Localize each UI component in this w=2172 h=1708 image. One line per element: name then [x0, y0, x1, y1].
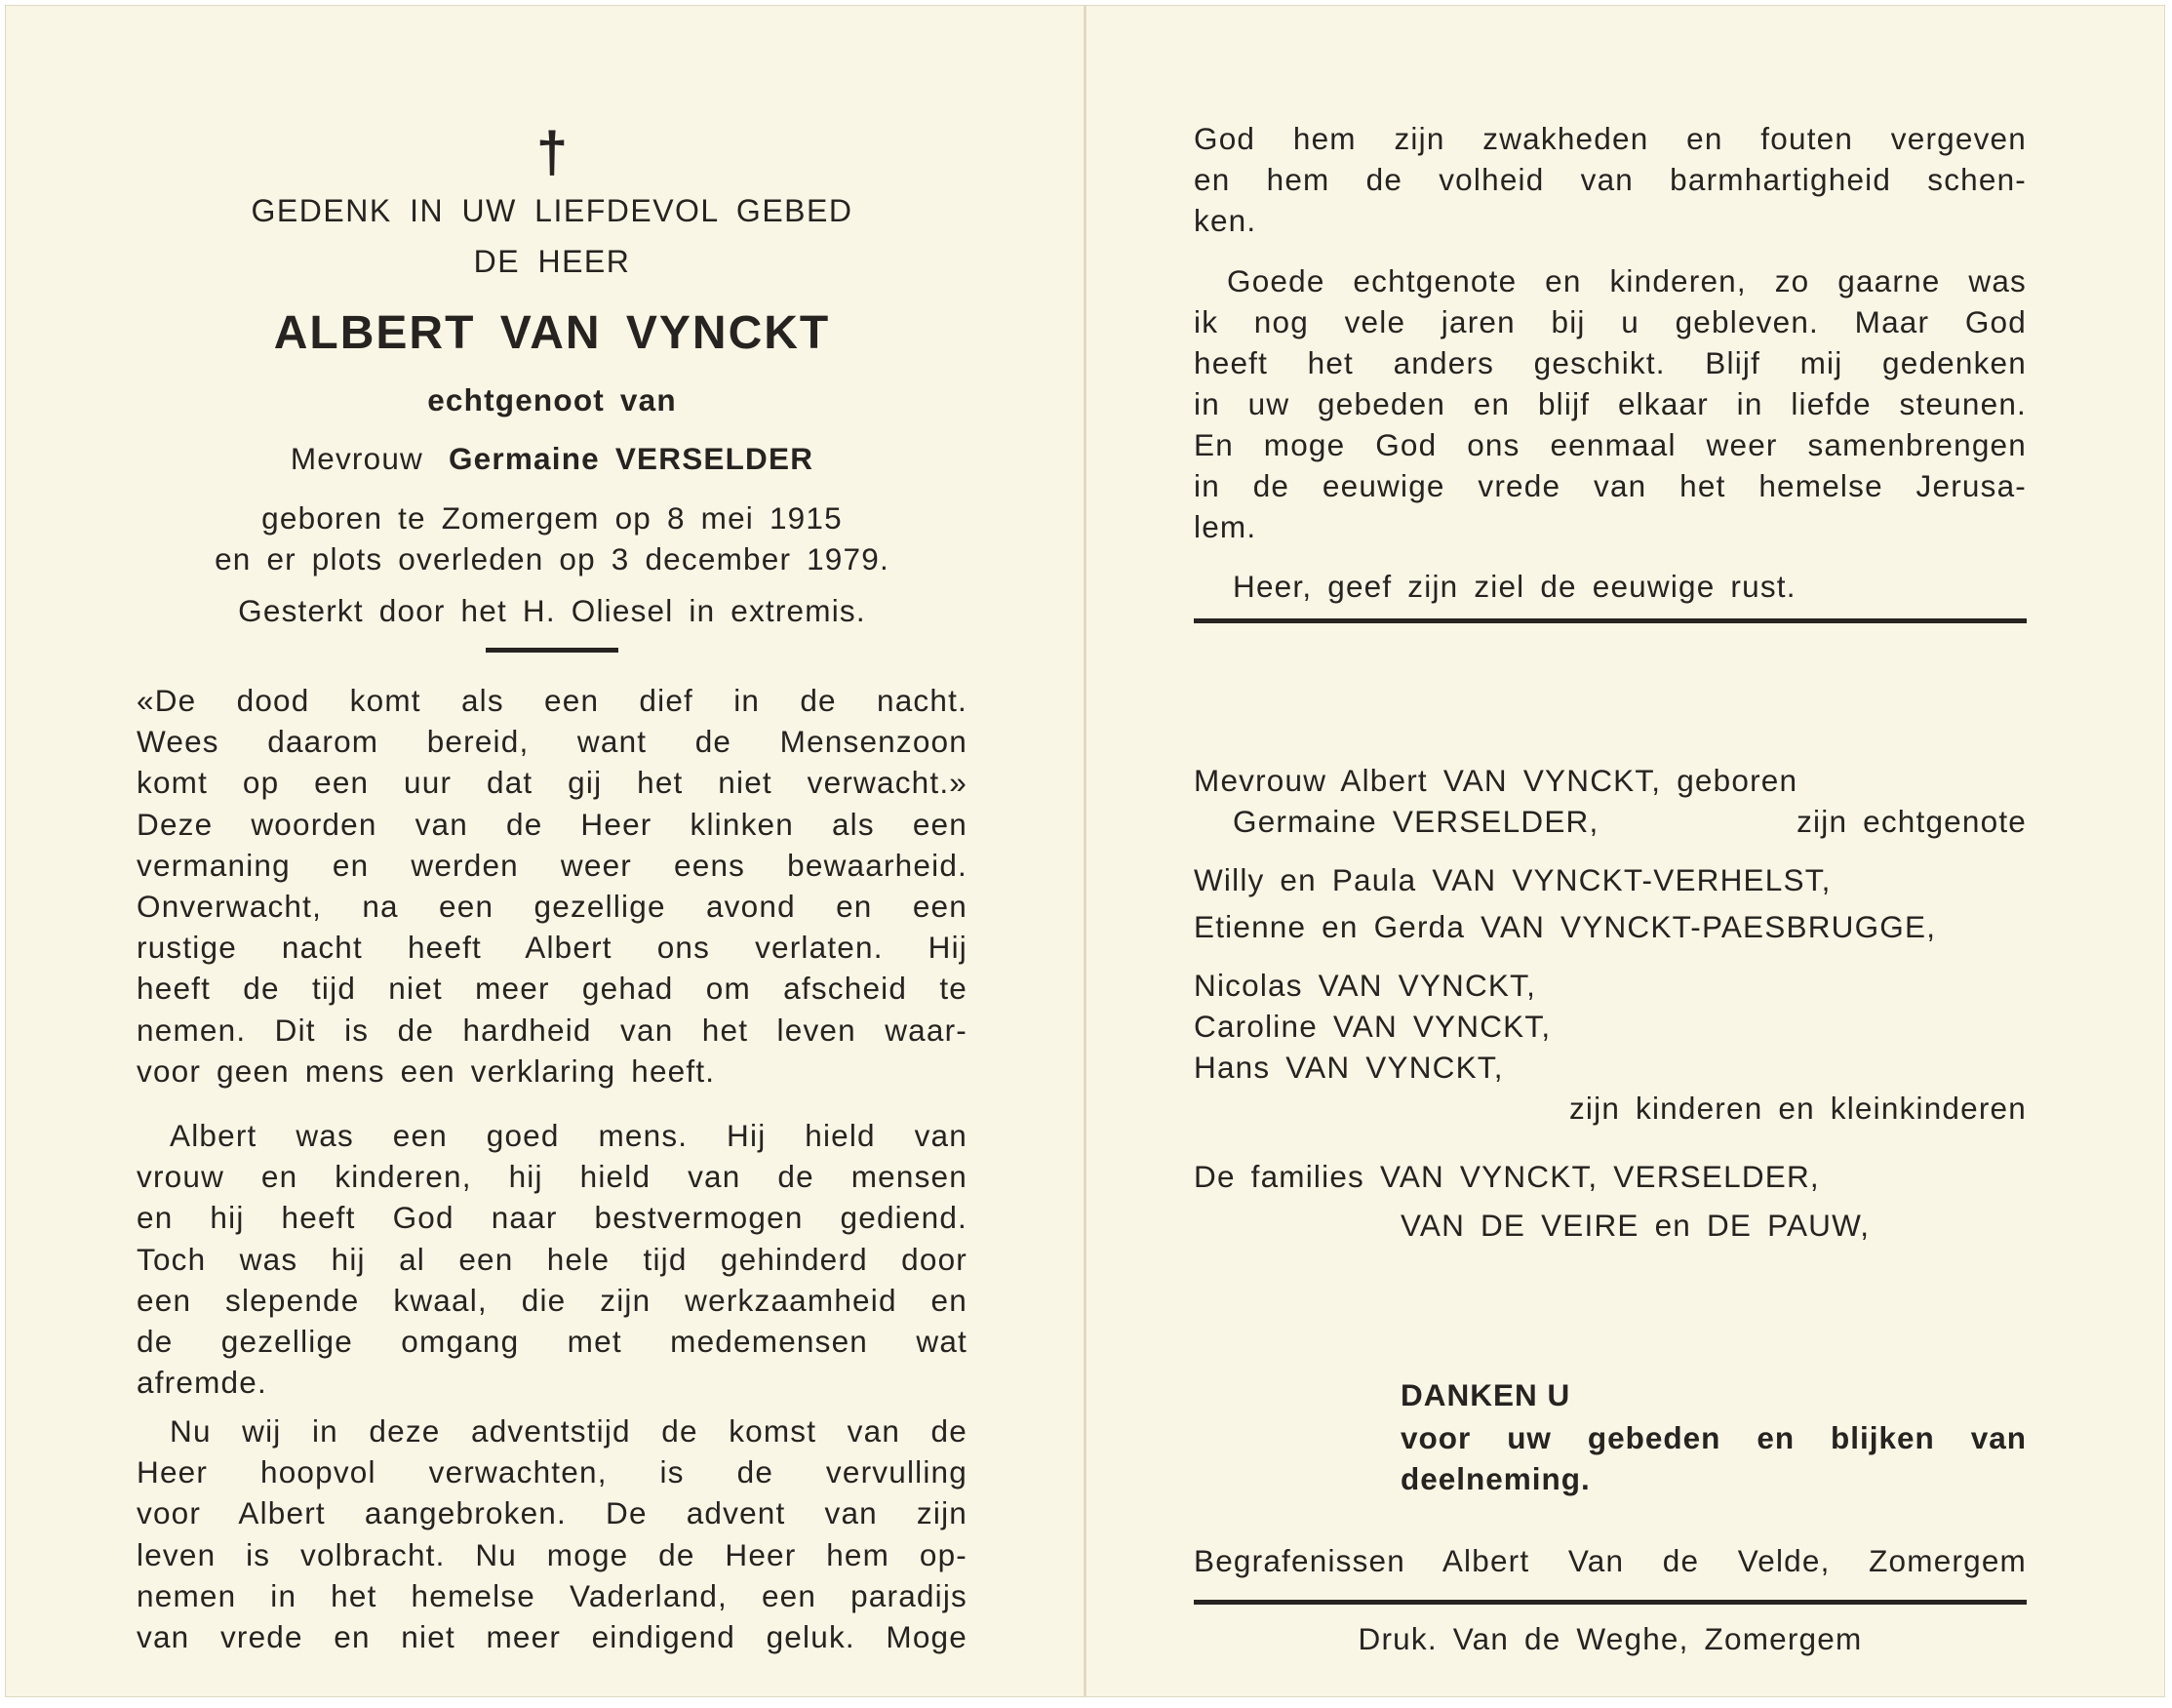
- birth-line: geboren te Zomergem op 8 mei 1915: [261, 500, 843, 536]
- text-line: Deze woorden van de Heer klinken als een: [137, 806, 968, 842]
- printer-line: Druk. Van de Weghe, Zomergem: [1358, 1621, 1863, 1656]
- text-line: leven is volbracht. Nu moge de Heer hem op-: [137, 1536, 968, 1572]
- thanks-line: voor uw gebeden en blijken van: [1401, 1420, 2027, 1455]
- title-line: DE HEER: [473, 244, 631, 279]
- text-line: in de eeuwige vrede van het hemelse Jerusa-: [1194, 468, 2027, 503]
- children-line-1: Willy en Paula VAN VYNCKT-VERHELST,: [1194, 862, 1832, 897]
- widow-role: zijn echtgenote: [1797, 804, 2027, 839]
- text-line: voor geen mens een verklaring heeft.: [137, 1053, 716, 1089]
- spouse-intro: echtgenoot van: [427, 382, 677, 417]
- cross-icon: †: [535, 121, 569, 184]
- text-line: komt op een uur dat gij het niet verwacht.»: [137, 765, 968, 801]
- text-line: Nu wij in deze adventstijd de komst van de: [170, 1413, 968, 1449]
- text-line: lem.: [1194, 509, 1257, 544]
- prayer-line: Heer, geef zijn ziel de eeuwige rust.: [1233, 569, 1797, 604]
- text-line: «De dood komt als een dief in de nacht.: [137, 683, 968, 718]
- spouse-name: Germaine VERSELDER: [448, 441, 814, 476]
- text-line: nemen in het hemelse Vaderland, een paradijs: [137, 1577, 968, 1613]
- widow-name: Germaine VERSELDER,: [1233, 804, 1599, 839]
- text-line: vermaning en werden weer eens bewaarheid.: [137, 847, 968, 883]
- divider: [1194, 1600, 2027, 1605]
- children-role: zijn kinderen en kleinkinderen: [1568, 1091, 2027, 1126]
- text-line: rustige nacht heeft Albert ons verlaten. Hij: [137, 930, 968, 966]
- grandchild-line-1: Nicolas VAN VYNCKT,: [1194, 968, 1537, 1003]
- divider: [486, 648, 618, 653]
- grandchild-line-2: Caroline VAN VYNCKT,: [1194, 1009, 1552, 1044]
- text-line: Toch was hij al een hele tijd gehinderd door: [137, 1241, 968, 1277]
- divider: [1194, 618, 2027, 623]
- spouse-line: [137, 441, 968, 477]
- text-line: vrouw en kinderen, hij hield van de mensen: [137, 1159, 968, 1195]
- text-line: Onverwacht, na een gezellige avond en een: [137, 889, 968, 924]
- deceased-name: ALBERT VAN VYNCKT: [273, 307, 831, 359]
- thanks-heading: DANKEN U: [1401, 1377, 1571, 1412]
- sacrament-line: Gesterkt door het H. Oliesel in extremis.: [238, 593, 866, 628]
- intro-line: GEDENK IN UW LIEFDEVOL GEBED: [251, 193, 853, 228]
- text-line: God hem zijn zwakheden en fouten vergeven: [1194, 121, 2027, 156]
- text-line: heeft het anders geschikt. Blijf mij gedenken: [1194, 345, 2027, 380]
- text-line: in uw gebeden en blijf elkaar in liefde steunen.: [1194, 386, 2027, 421]
- spouse-prefix: Mevrouw: [290, 441, 423, 476]
- text-line: nemen. Dit is de hardheid van het leven waar-: [137, 1012, 968, 1048]
- text-line: een slepende kwaal, die zijn werkzaamheid en: [137, 1282, 968, 1318]
- widow-line: Mevrouw Albert VAN VYNCKT, geboren: [1194, 763, 1798, 798]
- text-line: ik nog vele jaren bij u gebleven. Maar God: [1194, 304, 2027, 339]
- text-line: voor Albert aangebroken. De advent van zijn: [137, 1495, 968, 1531]
- text-line: de gezellige omgang met medemensen wat: [137, 1324, 968, 1359]
- card-fold: [1084, 6, 1086, 1696]
- text-line: en hij heeft God naar bestvermogen gediend.: [137, 1200, 968, 1236]
- thanks-line-end: deelneming.: [1401, 1461, 1591, 1496]
- undertaker-line: Begrafenissen Albert Van de Velde, Zomergem: [1194, 1543, 2027, 1578]
- death-line: en er plots overleden op 3 december 1979.: [215, 541, 889, 576]
- text-line: En moge God ons eenmaal weer samenbrengen: [1194, 427, 2027, 462]
- text-line: en hem de volheid van barmhartigheid schen-: [1194, 162, 2027, 198]
- text-line: van vrede en niet meer eindigend geluk. Moge: [137, 1619, 968, 1654]
- text-line: ken.: [1194, 203, 1257, 239]
- families-line-2: VAN DE VEIRE en DE PAUW,: [1401, 1208, 1871, 1243]
- grandchild-line-3: Hans VAN VYNCKT,: [1194, 1050, 1504, 1085]
- text-line: afremde.: [137, 1365, 267, 1401]
- families-line-1: De families VAN VYNCKT, VERSELDER,: [1194, 1159, 1820, 1194]
- text-line: Albert was een goed mens. Hij hield van: [170, 1118, 968, 1153]
- children-line-2: Etienne en Gerda VAN VYNCKT-PAESBRUGGE,: [1194, 909, 1937, 944]
- text-line: Wees daarom bereid, want de Mensenzoon: [137, 724, 968, 760]
- text-line: heeft de tijd niet meer gehad om afscheid te: [137, 971, 968, 1007]
- text-line: Goede echtgenote en kinderen, zo gaarne was: [1227, 263, 2027, 298]
- text-line: Heer hoopvol verwachten, is de vervulling: [137, 1454, 968, 1490]
